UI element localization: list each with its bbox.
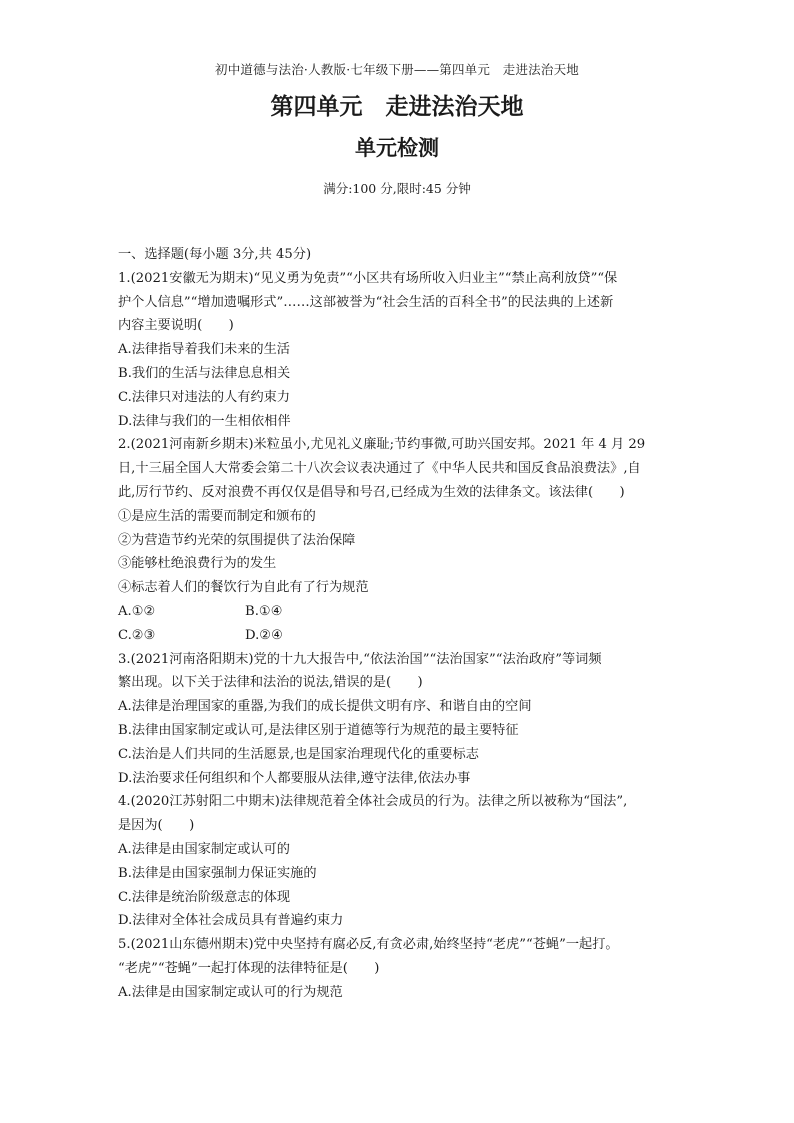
option-c: C.②③	[118, 627, 156, 643]
question-stem-line: 护个人信息”“增加遗嘱形式”……这部被誉为“社会生活的百科全书”的民法典的上述新	[118, 294, 614, 310]
question-5	[118, 933, 678, 1004]
option-c: C.法治是人们共同的生活愿景,也是国家治理现代化的重要标志	[118, 746, 479, 762]
option-b: B.①④	[245, 603, 283, 619]
question-2	[118, 433, 678, 647]
section-heading: 一、选择题(每小题 3分,共 45分)	[118, 247, 312, 262]
question-1	[118, 267, 678, 434]
statement-1: ①是应生活的需要而制定和颁布的	[118, 508, 316, 524]
question-stem-line: 日,十三届全国人大常委会第二十八次会议表决通过了《中华人民共和国反食品浪费法》,自	[118, 461, 641, 477]
option-b: B.法律由国家制定或认可,是法律区别于道德等行为规范的最主要特征	[118, 722, 519, 738]
option-d: D.法律与我们的一生相依相伴	[118, 413, 291, 429]
question-stem-line: 2.(2021河南新乡期末)米粒虽小,尤见礼义廉耻;节约事微,可助兴国安邦。2021 年 4 月 29	[118, 437, 646, 453]
question-stem-line: 内容主要说明( )	[118, 318, 234, 334]
question-stem-line: 此,厉行节约、反对浪费不再仅仅是倡导和号召,已经成为生效的法律条文。该法律( )	[118, 484, 625, 500]
page-title: 第四单元 走进法治天地	[270, 94, 524, 120]
statement-3: ③能够杜绝浪费行为的发生	[118, 556, 277, 572]
options-row	[118, 624, 678, 648]
option-a: A.法律是由国家制定或认可的	[118, 841, 290, 857]
option-c: C.法律只对违法的人有约束力	[118, 389, 291, 405]
question-stem-line: “老虎”“苍蝇”一起打体现的法律特征是( )	[118, 960, 380, 976]
exam-meta: 满分:100 分,限时:45 分钟	[323, 181, 471, 196]
page-subtitle: 单元检测	[355, 136, 439, 160]
option-a: A.法律是由国家制定或认可的行为规范	[118, 984, 343, 1000]
question-3	[118, 648, 678, 791]
question-stem-line: 5.(2021山东德州期末)党中央坚持有腐必反,有贪必肃,始终坚持“老虎”“苍蝇”一起打。	[118, 937, 619, 953]
option-d: D.法律对全体社会成员具有普遍约束力	[118, 913, 344, 929]
question-4	[118, 790, 678, 933]
question-content	[118, 243, 678, 1005]
question-stem-line: 是因为( )	[118, 818, 195, 834]
question-stem-line: 3.(2021河南洛阳期末)党的十九大报告中,“依法治国”“法治国家”“法治政府”等词频	[118, 651, 602, 667]
option-d: D.法治要求任何组织和个人都要服从法律,遵守法律,依法办事	[118, 770, 471, 786]
option-b: B.我们的生活与法律息息相关	[118, 365, 291, 381]
option-a: A.法律是治理国家的重器,为我们的成长提供文明有序、和谐自由的空间	[118, 699, 532, 715]
option-a: A.法律指导着我们未来的生活	[118, 342, 290, 358]
options-row	[118, 600, 678, 624]
running-header: 初中道德与法治·人教版·七年级下册——第四单元 走进法治天地	[215, 62, 579, 77]
statement-2: ②为营造节约光荣的氛围提供了法治保障	[118, 532, 356, 548]
statement-4: ④标志着人们的餐饮行为自此有了行为规范	[118, 580, 369, 596]
question-stem-line: 1.(2021安徽无为期末)“见义勇为免责”“小区共有场所收入归业主”“禁止高利放贷”“保	[118, 270, 618, 286]
question-stem-line: 繁出现。以下关于法律和法治的说法,错误的是( )	[118, 675, 423, 691]
option-c: C.法律是统治阶级意志的体现	[118, 889, 291, 905]
option-a: A.①②	[118, 603, 156, 619]
question-stem-line: 4.(2020江苏射阳二中期末)法律规范着全体社会成员的行为。法律之所以被称为“国法”,	[118, 794, 628, 810]
option-b: B.法律是由国家强制力保证实施的	[118, 865, 317, 881]
option-d: D.②④	[245, 627, 283, 643]
